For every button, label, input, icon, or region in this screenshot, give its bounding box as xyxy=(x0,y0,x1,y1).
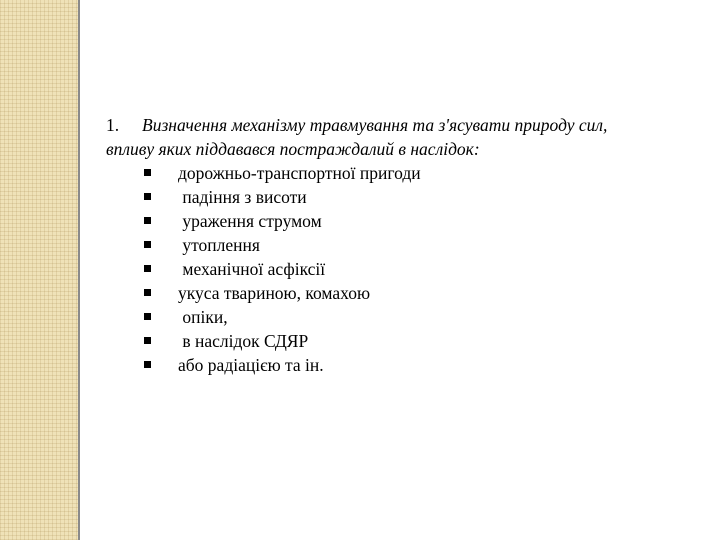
list-item xyxy=(106,233,688,257)
square-bullet-icon xyxy=(144,313,151,320)
list-item xyxy=(106,281,688,305)
list-item-text: падіння з висоти xyxy=(178,187,307,207)
square-bullet-icon xyxy=(144,193,151,200)
list-item-text: ураження струмом xyxy=(178,211,322,231)
list-item xyxy=(106,257,688,281)
slide-content xyxy=(106,113,688,377)
square-bullet-icon xyxy=(144,361,151,368)
list-item-text: механічної асфіксії xyxy=(178,259,326,279)
list-item xyxy=(106,161,688,185)
list-item xyxy=(106,305,688,329)
bullet-list xyxy=(106,161,688,377)
list-item xyxy=(106,185,688,209)
sidebar-divider xyxy=(78,0,80,540)
list-item-text: або радіацією та ін. xyxy=(178,355,324,375)
list-item-text: опіки, xyxy=(178,307,228,327)
list-item-text: укуса твариною, комахою xyxy=(178,283,371,303)
list-item xyxy=(106,209,688,233)
square-bullet-icon xyxy=(144,241,151,248)
item-number: 1. xyxy=(106,115,120,135)
square-bullet-icon xyxy=(144,217,151,224)
list-item-text: утоплення xyxy=(178,235,260,255)
square-bullet-icon xyxy=(144,169,151,176)
list-item-text: дорожньо-транспортної пригоди xyxy=(178,163,421,183)
list-item xyxy=(106,329,688,353)
list-item-text: в наслідок СДЯР xyxy=(178,331,309,351)
decorative-sidebar xyxy=(0,0,78,540)
intro-line-2: впливу яких піддавався постраждалий в наслідок: xyxy=(106,139,480,159)
intro-paragraph xyxy=(106,113,688,161)
square-bullet-icon xyxy=(144,289,151,296)
square-bullet-icon xyxy=(144,265,151,272)
square-bullet-icon xyxy=(144,337,151,344)
list-item xyxy=(106,353,688,377)
intro-line-1: Визначення механізму травмування та з'ясувати природу сил, xyxy=(142,115,608,135)
